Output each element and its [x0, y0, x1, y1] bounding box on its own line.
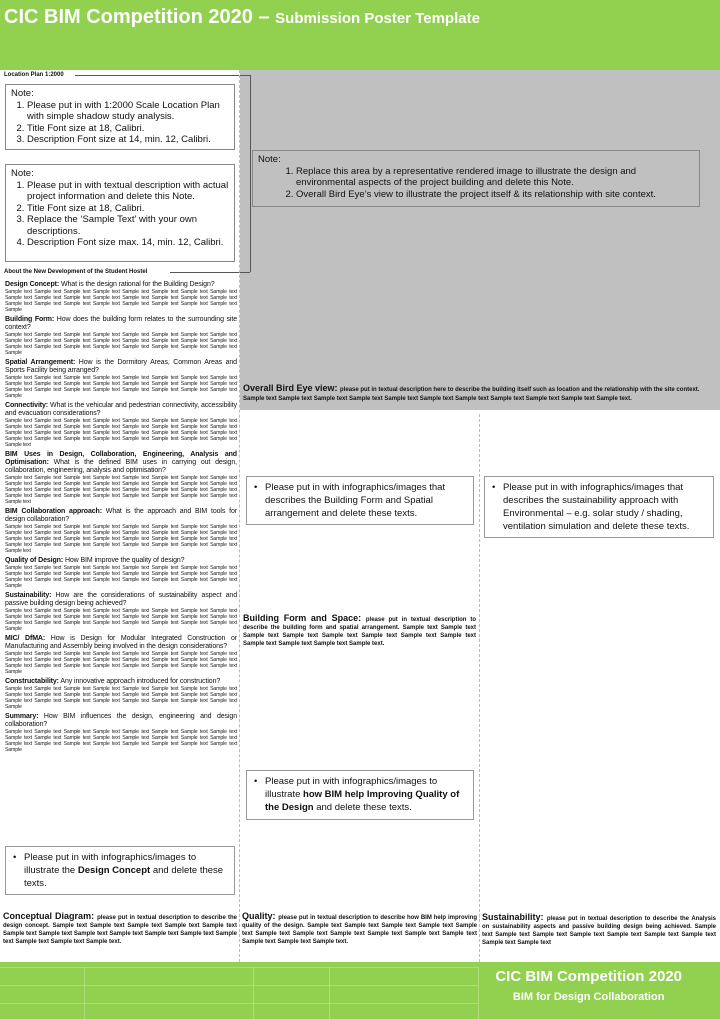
section-question	[5, 281, 237, 289]
placeholder-form-infographic[interactable]	[246, 476, 474, 525]
section-heading: Sustainability:	[5, 592, 52, 599]
section-question-text: How are the considerations of sustainability aspect and passive building design being achieved?	[5, 592, 237, 607]
note-item: 1. Please put in with 1:2000 Scale Location Plan with simple shadow study analysis.	[27, 100, 229, 123]
grid-line	[253, 967, 254, 1019]
note-description	[5, 164, 235, 262]
note-title: Note:	[11, 168, 34, 179]
caption-text: please put in textual description to describe the design concept. Sample text Sample text Sample text Sample text Sample text Sample text Sample text Sample text Sample text Sample text Sample text Sample text Sample text Sample text Sample text.	[3, 915, 238, 945]
section-question-text: What is the approach and BIM tools for design collaboration?	[5, 508, 237, 523]
bird-eye-image-placeholder[interactable]	[240, 70, 720, 410]
section-sample-text: Sample text Sample text Sample text Sample text Sample text Sample text Sample text Sample text Sample text Sample text Sample text Sample text Sample text Sample text Sample text Sample text Sample text Sample text Sample text Sample text Sample text Sample text Sample text Sample text Sample	[5, 565, 237, 589]
title-sub: Submission Poster Template	[275, 10, 480, 27]
section-question-text: How is the Dormitory Areas, Common Areas and Sports Facility being arranged?	[5, 359, 237, 374]
section-sample-text: Sample text Sample text Sample text Sample text Sample text Sample text Sample text Sample text Sample text Sample text Sample text Sample text Sample text Sample text Sample text Sample text Sample text Sample text Sample text Sample text Sample text Sample text Sample text Sample text Sample	[5, 686, 237, 710]
footer-title: CIC BIM Competition 2020	[495, 968, 682, 985]
section-question-text: How BIM influences the design, engineering and design collaboration?	[5, 713, 237, 728]
grid-line	[84, 967, 85, 1019]
caption-quality	[242, 912, 477, 946]
section-sample-text: Sample text Sample text Sample text Sample text Sample text Sample text Sample text Sample text Sample text Sample text Sample text Sample text Sample text Sample text Sample text Sample text Sample text Sample text Sample text Sample text Sample text Sample text Sample text Sample text Sample	[5, 332, 237, 356]
location-arrow	[75, 75, 251, 76]
section-heading: Spatial Arrangement:	[5, 359, 76, 366]
section-1	[5, 316, 237, 356]
placeholder-text: and delete these texts.	[313, 802, 412, 813]
section-heading: Quality of Design:	[5, 557, 64, 564]
note-item: 2. Title Font size at 18, Calibri.	[27, 203, 229, 215]
section-7	[5, 592, 237, 632]
section-8	[5, 635, 237, 675]
section-4	[5, 451, 237, 505]
section-sample-text: Sample text Sample text Sample text Sample text Sample text Sample text Sample text Sample text Sample text Sample text Sample text Sample text Sample text Sample text Sample text Sample text Sample text Sample text Sample text Sample text Sample text Sample text Sample text Sample text Sample text Sample text Sample text Sample text Sample text Sample text Sample text Sample text Sample text	[5, 524, 237, 554]
description-column	[5, 281, 237, 756]
placeholder-emphasis: Design Concept	[77, 865, 151, 876]
bird-eye-caption	[243, 384, 717, 404]
note-item: 3. Description Font size at 14, min. 12, Calibri.	[27, 134, 229, 146]
section-question	[5, 678, 237, 686]
placeholder-text: Please put in with infographics/images to illustrate the	[24, 852, 197, 876]
placeholder-concept-infographic[interactable]	[5, 846, 235, 895]
section-heading: Summary:	[5, 713, 39, 720]
section-heading: BIM Uses in Design, Collaboration, Engineering, Analysis and Optimisation:	[5, 451, 237, 466]
note-item: 4. Description Font size max. 14, min. 12, Calibri.	[27, 237, 229, 249]
placeholder-emphasis: how BIM help Improving Quality of the Design	[265, 789, 460, 813]
caption-text: please put in textual description to describe the building form and spatial arrangement. Sample text Sample text Sample text Sample text Sample text Sample text Sample text Sample text Sample text Sample text Sample text Sample text.	[243, 617, 476, 647]
section-6	[5, 557, 237, 589]
footer-title-block	[495, 966, 682, 1006]
section-question-text: Any innovative approach introduced for construction?	[58, 678, 221, 685]
grid-line	[329, 967, 330, 1019]
grid-line	[0, 985, 478, 986]
section-heading: BIM Collaboration approach:	[5, 508, 102, 515]
grid-line	[0, 1003, 478, 1004]
note-item: 2. Title Font size at 18, Calibri.	[27, 123, 229, 135]
section-sample-text: Sample text Sample text Sample text Sample text Sample text Sample text Sample text Sample text Sample text Sample text Sample text Sample text Sample text Sample text Sample text Sample text Sample text Sample text Sample text Sample text Sample text Sample text Sample text Sample text Sample text Sample text Sample text Sample text Sample text Sample text Sample text Sample text Sample text	[5, 475, 237, 505]
section-10	[5, 713, 237, 753]
placeholder-text: and delete these texts.	[24, 865, 224, 889]
grid-line	[0, 967, 478, 968]
section-question-text: How BIM improve the quality of design?	[63, 557, 185, 564]
about-arrow	[170, 272, 250, 273]
caption-sustainability	[482, 913, 716, 947]
column-divider	[239, 70, 240, 962]
note-title: Note:	[258, 154, 281, 165]
section-sample-text: Sample text Sample text Sample text Sample text Sample text Sample text Sample text Sample text Sample text Sample text Sample text Sample text Sample text Sample text Sample text Sample text Sample text Sample text Sample text Sample text Sample text Sample text Sample text Sample text Sample	[5, 729, 237, 753]
section-question	[5, 635, 237, 651]
placeholder-quality-infographic[interactable]	[246, 770, 474, 820]
caption-text: please put in textual description here to describe the building itself such as location and the relationship with the site context. Sample text Sample text Sample text Sample text Sample text Sample text Sample text Sample text Sample text Sample text Sample text.	[243, 387, 700, 402]
grid-line	[478, 967, 479, 1019]
section-9	[5, 678, 237, 710]
section-sample-text: Sample text Sample text Sample text Sample text Sample text Sample text Sample text Sample text Sample text Sample text Sample text Sample text Sample text Sample text Sample text Sample text Sample text Sample text Sample text Sample text Sample text Sample text Sample text Sample text Sample	[5, 651, 237, 675]
section-question	[5, 359, 237, 375]
caption-head: Quality:	[242, 911, 279, 921]
section-3	[5, 402, 237, 448]
column-divider	[479, 414, 480, 962]
note-item: 1. Please put in with textual description with actual project information and delete this Note.	[27, 180, 229, 203]
section-sample-text: Sample text Sample text Sample text Sample text Sample text Sample text Sample text Sample text Sample text Sample text Sample text Sample text Sample text Sample text Sample text Sample text Sample text Sample text Sample text Sample text Sample text Sample text Sample text Sample text Sample	[5, 608, 237, 632]
note-bird-eye	[252, 150, 700, 207]
caption-conceptual-diagram	[3, 912, 237, 946]
section-sample-text: Sample text Sample text Sample text Sample text Sample text Sample text Sample text Sample text Sample text Sample text Sample text Sample text Sample text Sample text Sample text Sample text Sample text Sample text Sample text Sample text Sample text Sample text Sample text Sample text Sample	[5, 375, 237, 399]
placeholder-text: Please put in with infographics/images that describes the Building Form and Spatial arrangement and delete these texts.	[265, 482, 446, 519]
section-0	[5, 281, 237, 313]
section-5	[5, 508, 237, 554]
section-heading: Connectivity:	[5, 402, 49, 409]
arrow-connector	[250, 85, 251, 272]
arrow-connector	[250, 75, 251, 85]
section-sample-text: Sample text Sample text Sample text Sample text Sample text Sample text Sample text Sample text Sample text Sample text Sample text Sample text Sample text Sample text Sample text Sample text Sample text Sample text Sample text Sample text Sample text Sample text Sample text Sample text Sample text Sample text Sample text Sample text Sample text Sample text Sample text Sample text Sample text	[5, 418, 237, 448]
section-question	[5, 451, 237, 475]
section-heading: Building Form:	[5, 316, 55, 323]
placeholder-text: Please put in with infographics/images that describes the sustainability approach with Environmental – e.g. solar study / shading, ventilation simulation and delete these texts.	[503, 482, 690, 532]
section-question	[5, 592, 237, 608]
section-heading: Constructability:	[5, 678, 59, 685]
poster-footer	[0, 962, 720, 1019]
caption-text: please put in textual description to describe the Analysis on sustainability aspects and passive building design being achieved. Sample text Sample text Sample text Sample text Sample text Sample text Sample text Sample text Sample text	[482, 916, 717, 946]
section-question	[5, 402, 237, 418]
footer-subtitle: BIM for Design Collaboration	[512, 991, 665, 1003]
title-main: CIC BIM Competition 2020 –	[4, 6, 276, 28]
section-question-text: How is Design for Modular Integrated Construction or Manufacturing and Assembly being involved in the design considerations?	[5, 635, 237, 650]
section-question	[5, 557, 237, 565]
location-plan-label: Location Plan 1:2000	[4, 72, 64, 78]
caption-text: please put in textual description to describe how BIM help improving quality of the design. Sample text Sample text Sample text Sample text Sample text Sample text Sample text Sample text Sample text Sample text Sample text Sample text Sample text Sample text.	[242, 915, 477, 945]
about-label: About the New Development of the Student Hostel	[4, 269, 148, 275]
caption-head: Sustainability:	[482, 912, 547, 922]
note-item: 1. Replace this area by a representative rendered image to illustrate the design and environmental aspects of the project building and delete this Note.	[296, 166, 694, 189]
section-question	[5, 508, 237, 524]
section-sample-text: Sample text Sample text Sample text Sample text Sample text Sample text Sample text Sample text Sample text Sample text Sample text Sample text Sample text Sample text Sample text Sample text Sample text Sample text Sample text Sample text Sample text Sample text Sample text Sample text Sample	[5, 289, 237, 313]
section-heading: MIC/ DfMA:	[5, 635, 46, 642]
section-question-text: What is the defined BIM uses in carrying out design, collaboration, engineering, analysis and optimisation?	[5, 459, 237, 474]
note-title: Note:	[11, 88, 34, 99]
section-question	[5, 713, 237, 729]
section-question-text: What is the design rational for the Building Design?	[59, 281, 215, 288]
caption-head: Overall Bird Eye view:	[243, 383, 341, 393]
note-item: 2. Overall Bird Eye’s view to illustrate the project itself & its relationship with site context.	[296, 189, 694, 201]
note-item: 3. Replace the ‘Sample Text’ with your own descriptions.	[27, 214, 229, 237]
caption-head: Conceptual Diagram:	[3, 911, 98, 921]
section-2	[5, 359, 237, 399]
placeholder-text: Please put in with infographics/images to illustrate	[265, 776, 438, 800]
poster-title	[4, 6, 480, 29]
poster-header	[0, 0, 720, 70]
section-question-text: What is the vehicular and pedestrian connectivity, accessibility and evacuation considerations?	[5, 402, 237, 417]
section-question	[5, 316, 237, 332]
note-location-plan	[5, 84, 235, 150]
caption-head: Building Form and Space:	[243, 613, 366, 623]
placeholder-sustainability-infographic[interactable]	[484, 476, 714, 538]
section-heading: Design Concept:	[5, 281, 60, 288]
caption-building-form	[243, 614, 476, 648]
section-question-text: How does the building form relates to the surrounding site context?	[5, 316, 237, 331]
